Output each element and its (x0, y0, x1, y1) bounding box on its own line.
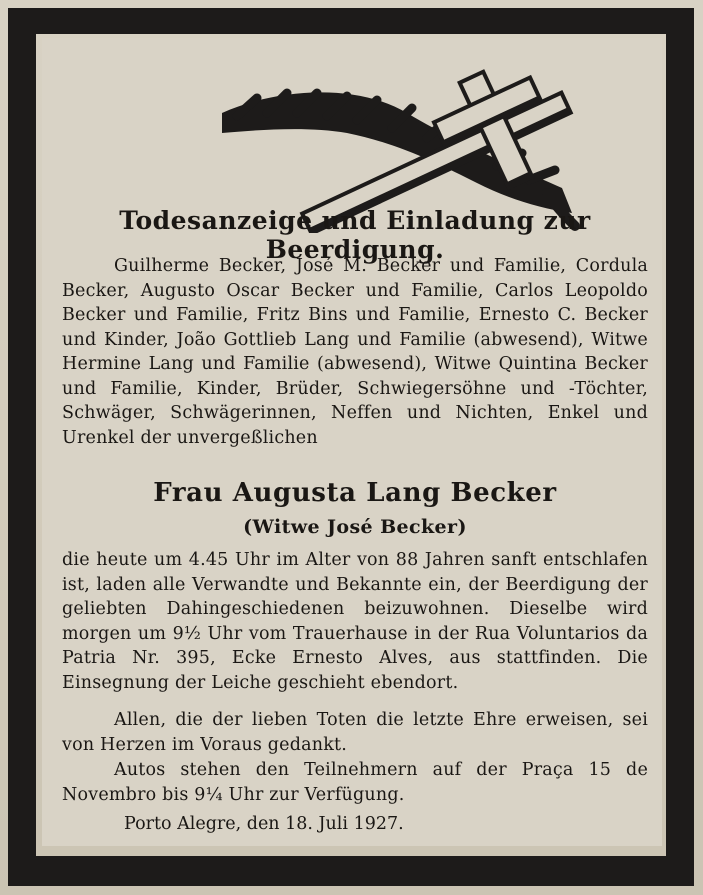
thanks-paragraph: Allen, die der lieben Toten die letzte Ehre erweisen, sei von Herzen im Voraus gedankt. (62, 710, 648, 755)
funeral-details: die heute um 4.45 Uhr im Alter von 88 Jahren sanft entschlafen ist, laden alle Verwandte und Bekannte ein, der Beerdigung der geliebten Dahingeschiedenen beizuwohnen. Dieselbe wird morgen um 9½ Uhr vom Trauerhause in der Rua Voluntarios da Patria Nr. 395, Ecke Ernesto Alves, aus stattfinden. Die Einsegnung der Leiche geschieht ebendort. (62, 550, 648, 693)
notice-heading: Todesanzeige und Einladung zur Beerdigung. (119, 206, 591, 264)
mourners-list: Guilherme Becker, José M. Becker und Familie, Cordula Becker, Augusto Oscar Becker und Familie, Carlos Leopoldo Becker und Familie, Fritz Bins und Familie, Ernesto C. Becker und Kinder, João Gottlieb Lang und Familie (abwesend), Witwe Hermine Lang und Familie (abwesend), Witwe Quintina Becker und Familie, Kinder, Brüder, Schwiegersöhne und -Töchter, Schwäger, Schwägerinnen, Neffen und Nichten, Enkel und Urenkel der unvergeßlichen (62, 256, 648, 448)
autos-paragraph: Autos stehen den Teilnehmern auf der Praça 15 de Novembro bis 9¼ Uhr zur Verfügung. (62, 760, 648, 805)
notice-body (42, 38, 662, 846)
deceased-note: (Witwe José Becker) (243, 516, 467, 538)
deceased-name: Frau Augusta Lang Becker (153, 478, 557, 508)
place-and-date: Porto Alegre, den 18. Juli 1927. (124, 814, 404, 834)
